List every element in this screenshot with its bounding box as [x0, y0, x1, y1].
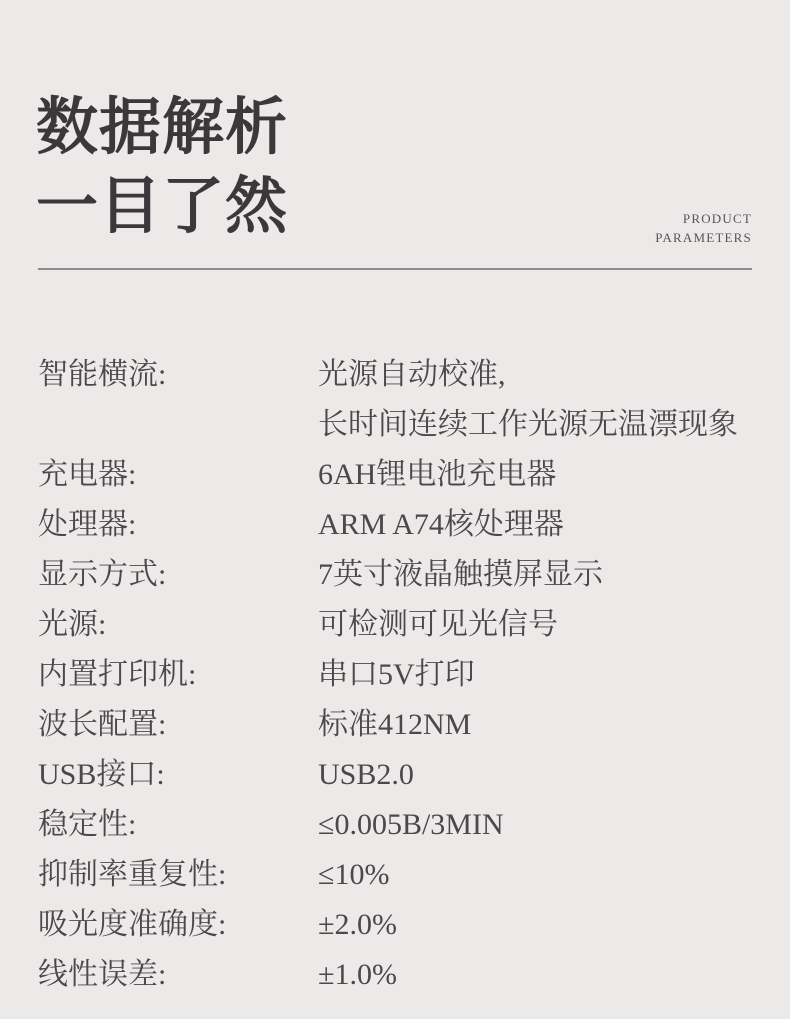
spec-value: ARM A74核处理器 — [318, 508, 564, 541]
spec-row-charger — [38, 450, 754, 500]
spec-value-line2: 长时间连续工作光源无温漂现象 — [318, 408, 738, 441]
spec-row-suppression-repeatability — [38, 850, 754, 900]
spec-label: 处理器: — [38, 508, 137, 541]
spec-value: ±2.0% — [318, 908, 397, 941]
spec-row-smart-constant-light — [38, 350, 754, 450]
spec-row-usb-port — [38, 750, 754, 800]
spec-value-line1: 光源自动校准, — [318, 358, 506, 391]
spec-row-processor — [38, 500, 754, 550]
spec-value: ≤10% — [318, 858, 390, 891]
spec-label: 波长配置: — [38, 708, 167, 741]
page-subtitle-line2: PARAMETERS — [655, 230, 752, 245]
page-subtitle — [655, 209, 752, 247]
spec-value: 7英寸液晶触摸屏显示 — [318, 558, 603, 591]
spec-row-display — [38, 550, 754, 600]
spec-label: 光源: — [38, 608, 107, 641]
spec-row-absorbance-accuracy — [38, 900, 754, 950]
spec-value: 6AH锂电池充电器 — [318, 458, 557, 491]
spec-label: 稳定性: — [38, 808, 137, 841]
spec-row-builtin-printer — [38, 650, 754, 700]
spec-value: 串口5V打印 — [318, 658, 475, 691]
spec-label: 显示方式: — [38, 558, 167, 591]
spec-row-wavelength — [38, 700, 754, 750]
spec-list — [38, 350, 754, 1000]
spec-row-light-source — [38, 600, 754, 650]
spec-label: USB接口: — [38, 758, 165, 791]
page-title-line2: 一目了然 — [36, 173, 289, 241]
page-subtitle-line1: PRODUCT — [682, 211, 752, 226]
spec-label: 智能横流: — [38, 358, 167, 391]
spec-value: ≤0.005B/3MIN — [318, 808, 504, 841]
spec-row-linearity-error — [38, 950, 754, 1000]
page-title-line1: 数据解析 — [36, 94, 289, 162]
spec-label: 线性误差: — [38, 958, 167, 991]
spec-value: 标准412NM — [318, 708, 472, 741]
spec-label: 内置打印机: — [38, 658, 197, 691]
spec-value: 可检测可见光信号 — [318, 608, 558, 641]
header-divider — [38, 268, 752, 270]
spec-label: 吸光度准确度: — [38, 908, 227, 941]
page-title — [36, 94, 289, 241]
spec-label: 抑制率重复性: — [38, 858, 227, 891]
spec-label: 充电器: — [38, 458, 137, 491]
spec-row-stability — [38, 800, 754, 850]
spec-value: USB2.0 — [318, 758, 414, 791]
spec-value: ±1.0% — [318, 958, 397, 991]
spec-value — [318, 350, 754, 450]
